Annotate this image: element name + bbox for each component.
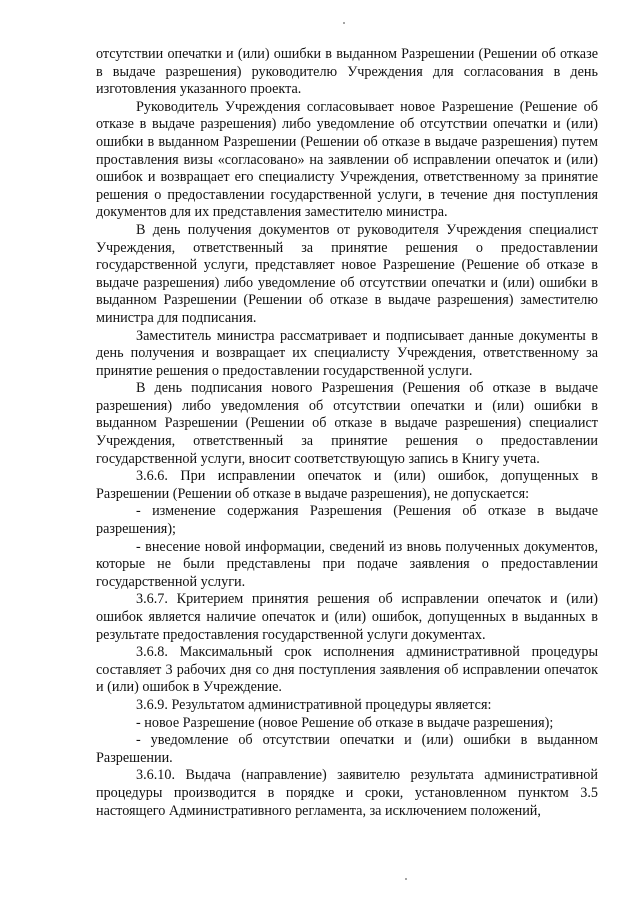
clause-3-6-9: 3.6.9. Результатом административной процедуры является:	[136, 696, 492, 713]
list-item-no-error-notice: - уведомление об отсутствии опечатки и (или) ошибки в выданном Разрешении.	[96, 732, 598, 766]
paragraph-head-approval: Руководитель Учреждения согласовывает новое Разрешение (Решение об отказе в выдаче разрешения) либо уведомление об отсутствии опечатки и (или) ошибки в выданном Разрешении (Решении об отказе в выдаче разрешения) путем проставления визы «согласовано» на заявлении об исправлении опечаток и (или) ошибок и возвращает его специалисту Учреждения, ответственному за принятие решения о предоставлении государственной услуги, в течение дня поступления документов для их представления заместителю министра.	[96, 98, 598, 221]
paragraph-deputy-minister-signing: Заместитель министра рассматривает и подписывает данные документы в день получения и возвращает их специалисту Учреждения, ответственному за принятие решения о предоставлении государственной услуги.	[96, 327, 598, 379]
clause-3-6-10: 3.6.10. Выдача (направление) заявителю результата административной процедуры производится в порядке и сроки, установленном пунктом 3.5 настоящего Административного регламента, за исключением положений,	[96, 767, 598, 819]
paragraph-continuation: отсутствии опечатки и (или) ошибки в выданном Разрешении (Решении об отказе в выдаче разрешения) руководителю Учреждения для согласования в день изготовления указанного проекта.	[96, 46, 598, 98]
document-page	[96, 46, 598, 820]
paragraph-registry-record: В день подписания нового Разрешения (Решения об отказе в выдаче разрешения) либо уведомления об отсутствии опечатки и (или) ошибки в выданном Разрешении (Решении об отказе в выдаче разрешения) специалист Учреждения, ответственный за принятие решения о предоставлении государственной услуги, вносит соответствующую запись в Книгу учета.	[96, 380, 598, 467]
clause-3-6-8: 3.6.8. Максимальный срок исполнения административной процедуры составляет 3 рабочих дня со дня поступления заявления об исправлении опечаток и (или) ошибок в Учреждение.	[96, 644, 598, 696]
scan-speck-bottom	[405, 878, 407, 880]
list-item-new-permit: - новое Разрешение (новое Решение об отказе в выдаче разрешения);	[136, 714, 554, 731]
scan-speck-top	[343, 22, 345, 24]
clause-3-6-7: 3.6.7. Критерием принятия решения об исправлении опечаток и (или) ошибок является наличие опечаток и (или) ошибок, допущенных в выданных в результате предоставления государственной услуги документах.	[96, 591, 598, 643]
clause-3-6-6: 3.6.6. При исправлении опечаток и (или) ошибок, допущенных в Разрешении (Решении об отказе в выдаче разрешения), не допускается:	[96, 468, 598, 502]
list-item-content-change: - изменение содержания Разрешения (Решения об отказе в выдаче разрешения);	[96, 503, 598, 538]
list-item-new-information: - внесение новой информации, сведений из вновь полученных документов, которые не были представлены при подаче заявления о предоставлении государственной услуги.	[96, 538, 598, 590]
paragraph-specialist-submission: В день получения документов от руководителя Учреждения специалист Учреждения, ответственный за принятие решения о предоставлении государственной услуги, представляет новое Разрешение (Решение об отказе в выдаче разрешения) либо уведомление об отсутствии опечатки и (или) ошибки в выданном Разрешении (Решении об отказе в выдаче разрешения) заместителю министра для подписания.	[96, 221, 598, 326]
